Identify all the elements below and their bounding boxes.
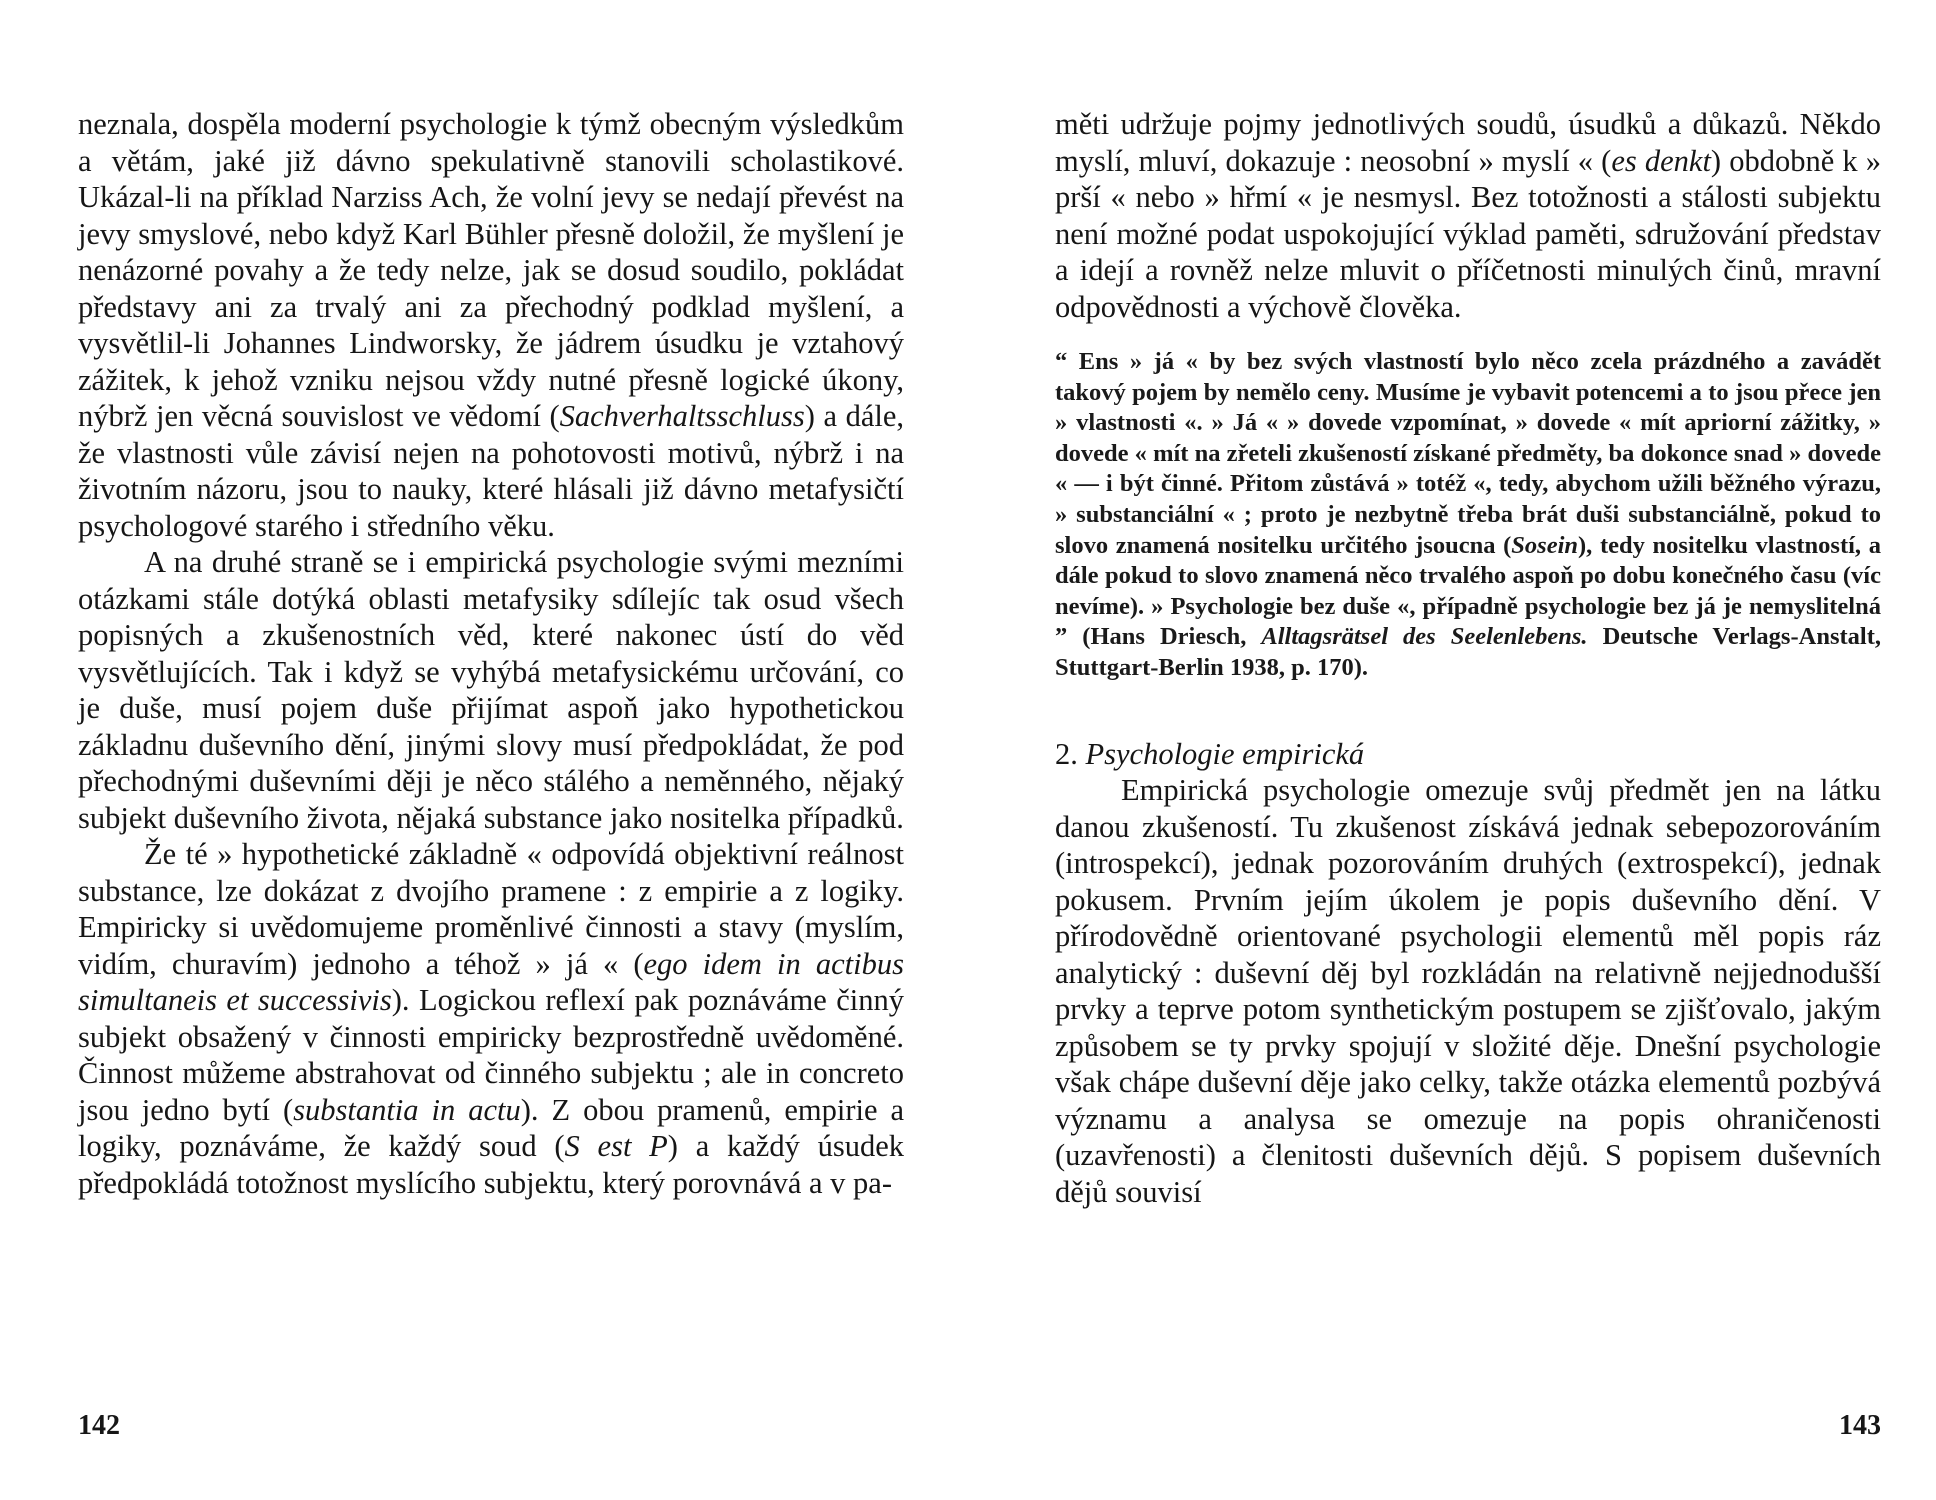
paragraph: A na druhé straně se i empirická psychologie svými mezními otázkami stále dotýká oblasti metafysiky sdílejíc tak osud všech popisných a zkušenostních věd, které nakonec ústí do věd vysvětlujících. Tak i když se vyhýbá metafysickému určování, co je duše, musí pojem duše přijímat aspoň jako hypothetickou základnu duševního dění, jinými slovy musí předpokládat, že pod přechodnými duševními ději je něco stálého a neměnného, nějaký subjekt duševního života, nějaká substance jako nositelka případků. [78, 545, 904, 835]
section-heading [1055, 736, 1881, 773]
footnote-quote: “ Ens » já « by bez svých vlastností bylo něco zcela prázdného a zavádět takový pojem by nemělo ceny. Musíme je vybavit potencemi a to jsou přece jen » vlastnosti «. » Já « » dovede vzpomínat, » dovede « mít apriorní zážitky, » dovede « mít na zřeteli zkušeností získané předměty, ba dokonce snad » dovede « — i být činné. Přitom zůstává » totéž «, tedy, abychom užili běžného výrazu, » substanciální « ; proto je nezbytně třeba brát duši substanciálně, pokud to slovo znamená nositelku určitého jsoucna (Sosein), tedy nositelku vlastností, a dále pokud to slovo znamená něco trvalého aspoň po dobu konečného času (víc nevíme). » Psychologie bez duše «, případně psychologie bez já je nemyslitelná ” (Hans Driesch, Alltagsrätsel des Seelenlebens. Deutsche Verlags-Anstalt, Stuttgart-Berlin 1938, p. 170). [1055, 348, 1881, 681]
italic-phrase: S est P [564, 1129, 668, 1163]
italic-phrase: Sachverhaltsschluss [559, 399, 805, 433]
paragraph: měti udržuje pojmy jednotlivých soudů, úsudků a důkazů. Někdo myslí, mluví, dokazuje : neosobní » myslí « (es denkt) obdobně k » prší « nebo » hřmí « je nesmysl. Bez totožnosti a stálosti subjektu není možné podat uspokojující výklad paměti, sdružování představ a idejí a rovněž nelze mluvit o příčetnosti minulých činů, mravní odpovědnosti a výchově člověka. [1055, 107, 1881, 324]
italic-phrase: ego idem in actibus simultaneis et successivis [78, 946, 904, 1017]
left-text-column [78, 106, 904, 1201]
italic-phrase: Sosein [1511, 531, 1578, 559]
paragraph: Že té » hypothetické základně « odpovídá objektivní reálnost substance, lze dokázat z dvojího pramene : z empirie a z logiky. Empiricky si uvědomujeme proměnlivé činnosti a stavy (myslím, vidím, churavím) jednoho a téhož » já « (ego idem in actibus simultaneis et successivis). Logickou reflexí pak poznáváme činný subjekt obsažený v činnosti empiricky bezprostředně uvědoměné. Činnost můžeme abstrahovat od činného subjektu ; ale in concreto jsou jedno bytí (substantia in actu). Z obou pramenů, empirie a logiky, poznáváme, že každý soud (S est P) a každý úsudek předpokládá totožnost myslícího subjektu, který porovnává a v pa- [78, 837, 904, 1200]
section-title: Psychologie empirická [1085, 736, 1365, 771]
italic-phrase: Alltagsrätsel des Seelenlebens. [1261, 623, 1588, 651]
italic-phrase: substantia in actu [293, 1092, 521, 1127]
section-paragraph: Empirická psychologie omezuje svůj předmět jen na látku danou zkušeností. Tu zkušenost získává jednak sebepozorováním (introspekcí), jednak pozorováním druhých (extrospekcí), jednak pokusem. Prvním jejím úkolem je popis duševního dění. V přírodovědně orientované psychologii elementů měl popis ráz analytický : duševní děj byl rozkládán na relativně nejjednodušší prvky a teprve potom synthetickým postupem se zjišťovalo, jakým způsobem se ty prvky spojují v složité děje. Dnešní psychologie však chápe duševní děje jako celky, takže otázka elementů pozbývá významu a analysa se omezuje na popis ohraničenosti (uzavřenosti) a členitosti duševních dějů. S popisem duševních dějů souvisí [1055, 773, 1881, 1209]
page-number: 143 [1839, 1410, 1881, 1441]
paragraph: neznala, dospěla moderní psychologie k týmž obecným výsledkům a větám, jaké již dávno spekulativně stanovili scholastikové. Ukázal-li na příklad Narziss Ach, že volní jevy se nedají převést na jevy smyslové, nebo když Karl Bühler přesně doložil, že myšlení je nenázorné povahy a že tedy nelze, jak se dosud soudilo, pokládat představy ani za trvalý ani za přechodný podklad myšlení, a vysvětlil-li Johannes Lindworsky, že jádrem úsudku je vztahový zážitek, k jehož vzniku nejsou vždy nutné přesně logické úkony, nýbrž jen věcná souvislost ve vědomí (Sachverhaltsschluss) a dále, že vlastnosti vůle závisí nejen na pohotovosti motivů, nýbrž i na životním názoru, jsou to nauky, které hlásali již dávno metafysičtí psychologové starého i středního věku. [78, 107, 905, 543]
page-number: 142 [78, 1410, 120, 1441]
right-text-column [1055, 106, 1881, 1210]
section-number: 2. [1055, 736, 1078, 771]
right-page [968, 0, 1936, 1500]
italic-phrase: es denkt [1611, 143, 1711, 178]
